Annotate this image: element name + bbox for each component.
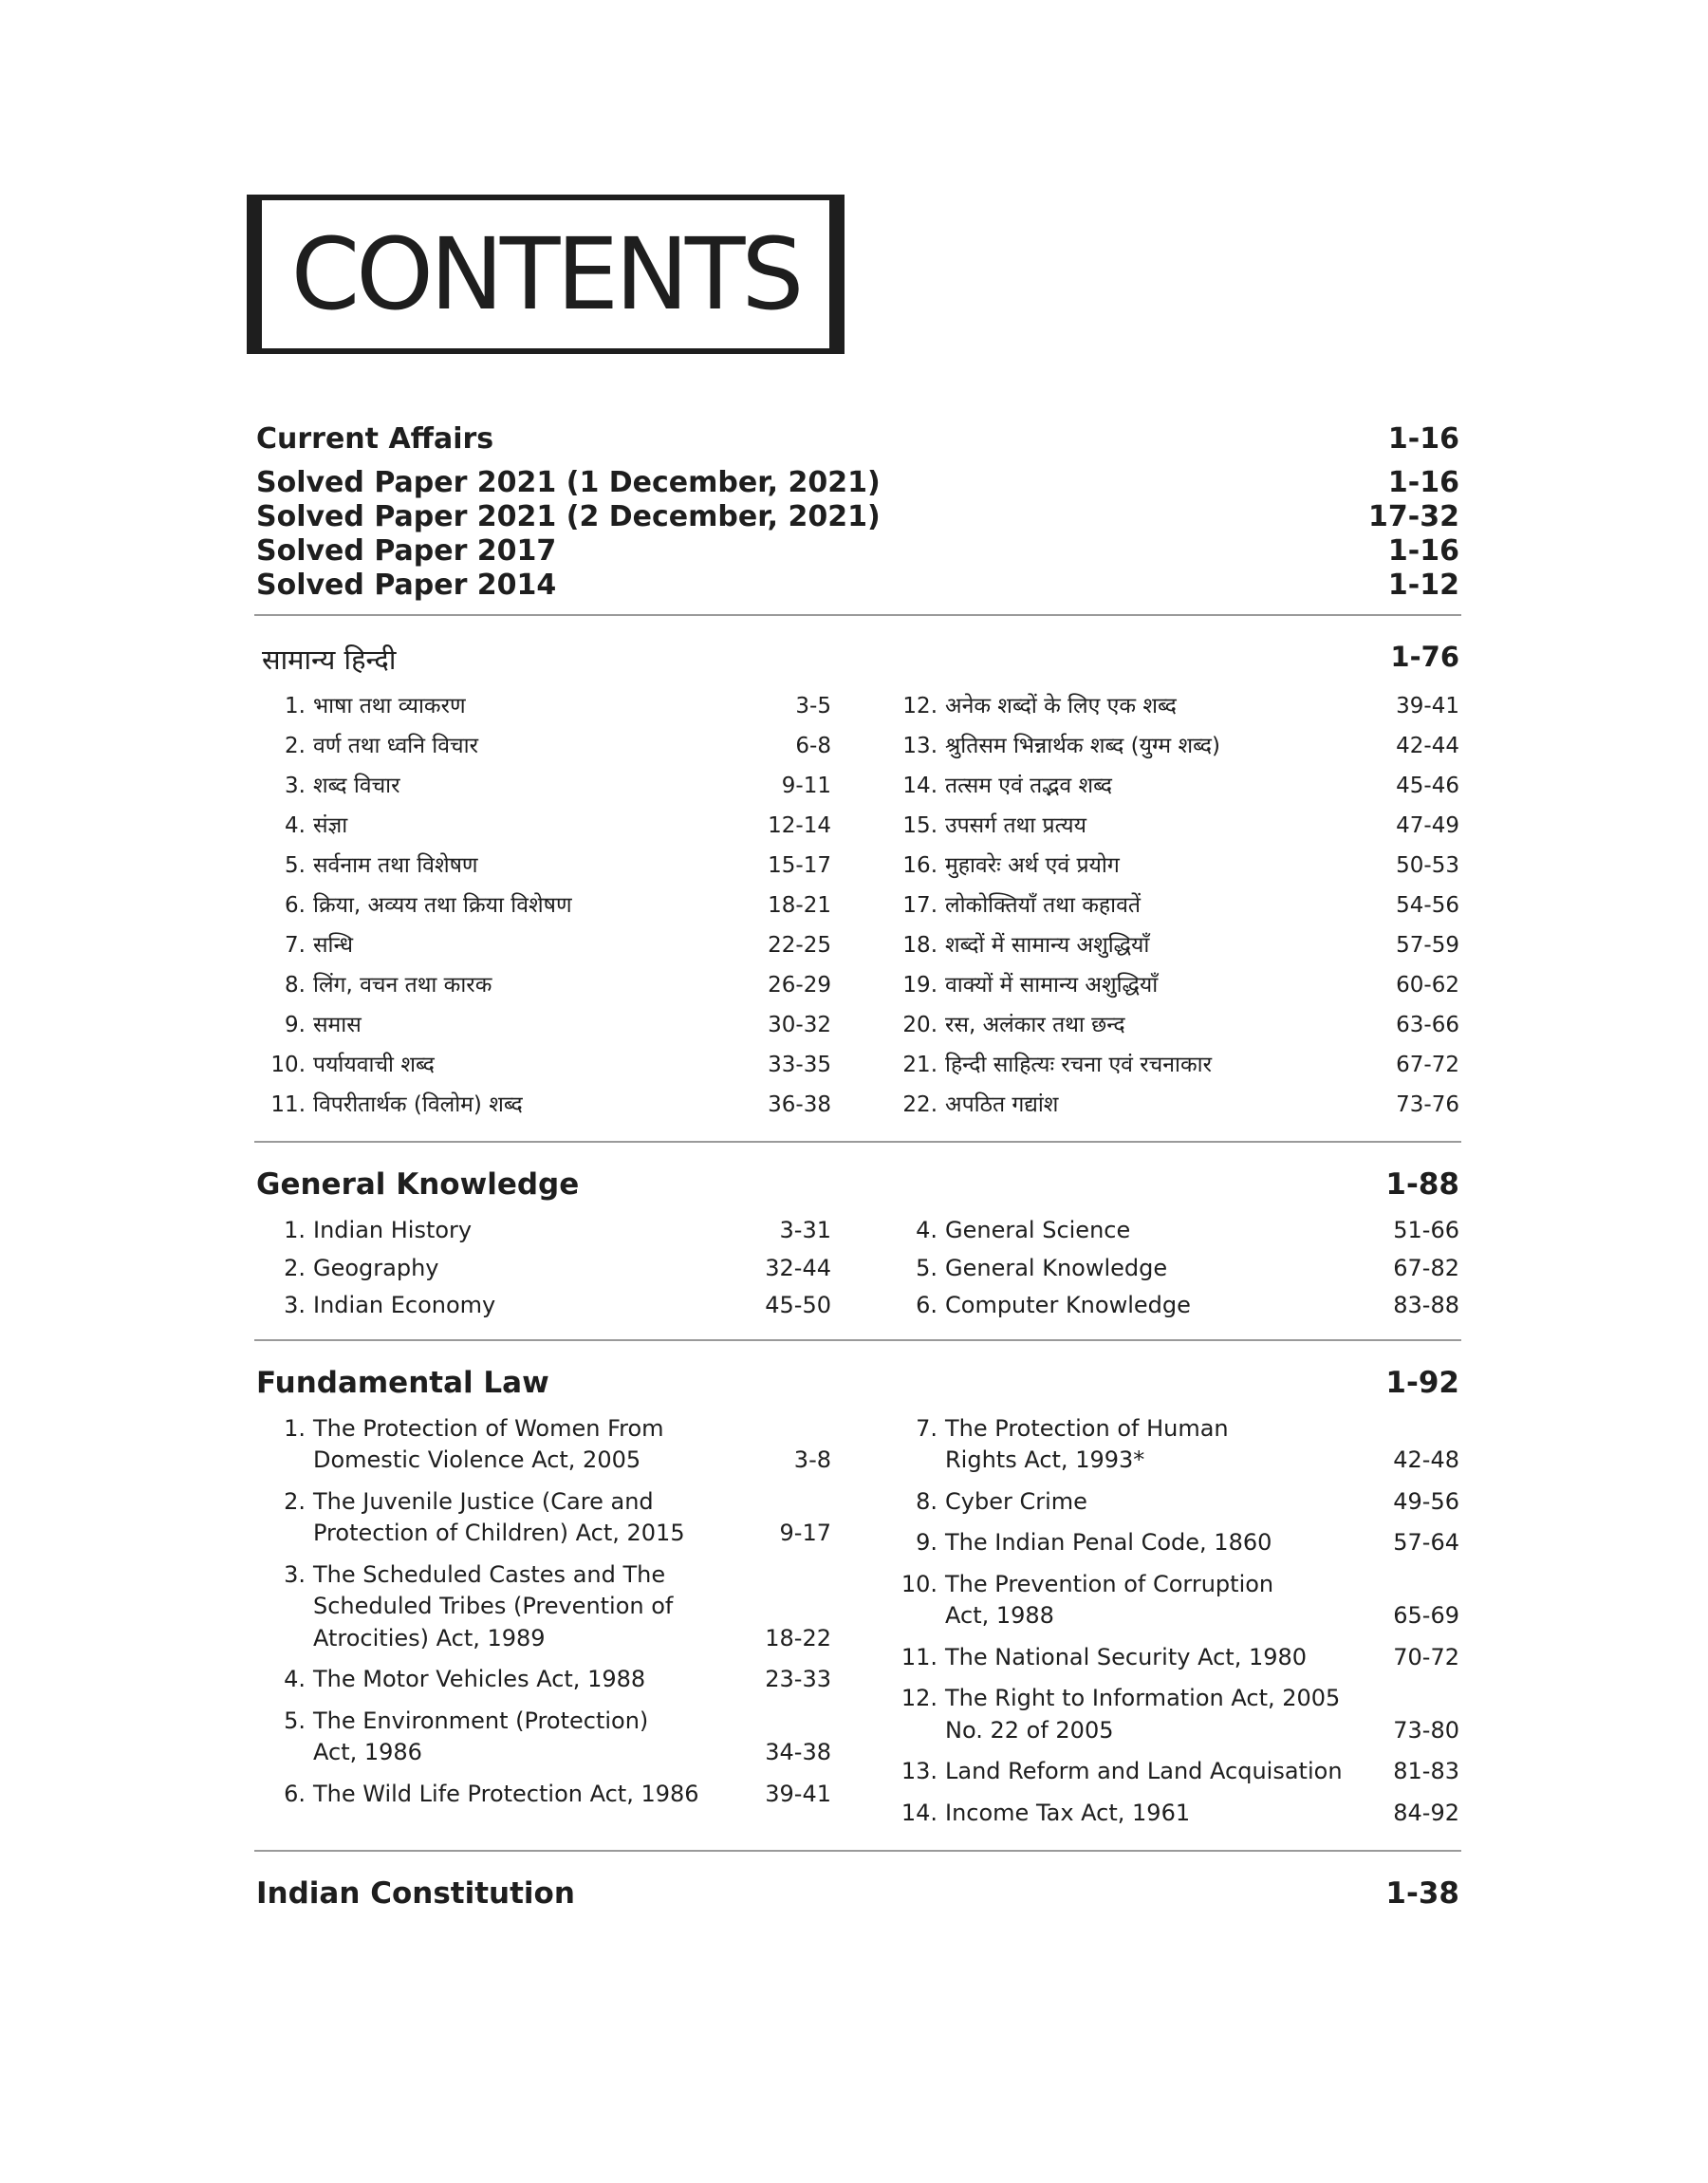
chapter-number: 15. — [902, 813, 938, 838]
chapter-pages: 3-5 — [795, 694, 831, 718]
chapter-pages: 34-38 — [765, 1739, 831, 1765]
chapter-title — [945, 1486, 1374, 1519]
chapter-title — [313, 930, 746, 961]
section-heading-hindi[interactable] — [256, 641, 1459, 678]
chapter-pages: 42-48 — [1393, 1446, 1459, 1473]
chapter-entry[interactable] — [888, 930, 1459, 961]
chapter-title-line: The Protection of Women From — [313, 1414, 664, 1442]
chapter-title-line: Protection of Children) Act, 2015 — [313, 1520, 685, 1546]
chapter-title — [945, 1290, 1374, 1322]
chapter-title-line: पर्यायवाची शब्द — [313, 1053, 435, 1077]
chapter-title — [945, 1090, 1374, 1121]
chapter-pages: 73-80 — [1393, 1716, 1459, 1744]
chapter-entry[interactable] — [888, 890, 1459, 922]
toc-entry[interactable] — [256, 534, 1459, 569]
chapter-pages: 39-41 — [1396, 694, 1459, 718]
chapter-number: 2. — [284, 1487, 306, 1515]
chapter-title-line: Indian Economy — [313, 1292, 496, 1318]
chapter-title-line: Cyber Crime — [945, 1487, 1087, 1515]
chapter-title-line: Indian History — [313, 1217, 473, 1243]
chapter-pages: 39-41 — [765, 1780, 831, 1807]
chapter-title-line: The National Security Act, 1980 — [945, 1643, 1308, 1670]
section-pages: 1-92 — [1385, 1365, 1459, 1400]
chapter-title — [945, 1010, 1374, 1041]
entry-label: Solved Paper 2021 (2 December, 2021) — [256, 500, 881, 533]
chapter-number: 1. — [285, 694, 306, 718]
chapter-entry[interactable] — [888, 1010, 1459, 1041]
chapter-pages: 54-56 — [1396, 893, 1459, 918]
entry-label: Solved Paper 2021 (1 December, 2021) — [256, 466, 881, 499]
chapter-title — [945, 811, 1374, 842]
chapter-title-line: The Motor Vehicles Act, 1988 — [313, 1666, 646, 1692]
chapter-number: 17. — [902, 893, 938, 918]
chapter-title-line: Act, 1988 — [945, 1602, 1054, 1629]
chapter-number: 10. — [270, 1053, 306, 1077]
chapter-title-line: तत्सम एवं तद्भव शब्द — [945, 774, 1112, 798]
chapter-entry[interactable] — [888, 1642, 1459, 1674]
chapter-entry[interactable] — [256, 1413, 831, 1477]
chapter-number: 22. — [902, 1092, 938, 1117]
chapter-number: 4. — [284, 1666, 306, 1692]
chapter-pages: 3-8 — [793, 1446, 831, 1473]
chapter-title — [313, 1050, 746, 1081]
chapter-title-line: Computer Knowledge — [945, 1292, 1191, 1318]
chapter-number: 9. — [285, 1013, 306, 1037]
chapter-title-line: मुहावरेः अर्थ एवं प्रयोग — [945, 853, 1120, 878]
chapter-number: 3. — [284, 1292, 306, 1318]
chapter-number: 4. — [285, 813, 306, 838]
chapter-title-line: रस, अलंकार तथा छन्द — [945, 1013, 1125, 1037]
section-pages: 1-38 — [1385, 1876, 1459, 1911]
section-heading-gk[interactable] — [256, 1167, 1459, 1202]
chapter-entry[interactable] — [256, 1253, 831, 1285]
chapter-title — [313, 890, 746, 922]
chapter-title — [945, 691, 1374, 722]
chapter-number: 9. — [916, 1529, 938, 1556]
chapter-entry[interactable] — [888, 731, 1459, 762]
chapter-entry[interactable] — [256, 1779, 831, 1811]
chapter-entry[interactable] — [888, 1215, 1459, 1247]
chapter-entry[interactable] — [888, 1413, 1459, 1477]
top-entries — [256, 422, 1459, 603]
chapter-title — [313, 1664, 746, 1696]
chapter-entry[interactable] — [256, 930, 831, 961]
chapter-entry[interactable] — [888, 811, 1459, 842]
chapter-number: 8. — [916, 1487, 938, 1515]
chapter-entry[interactable] — [888, 1527, 1459, 1559]
chapter-entry[interactable] — [888, 1486, 1459, 1519]
chapter-title-line: Domestic Violence Act, 2005 — [313, 1446, 641, 1473]
right-column — [888, 691, 1459, 1129]
chapter-title-line: Income Tax Act, 1961 — [945, 1799, 1191, 1826]
chapter-number: 7. — [285, 933, 306, 958]
chapter-title-line: शब्दों में सामान्य अशुद्धियाँ — [945, 933, 1150, 958]
chapter-number: 20. — [902, 1013, 938, 1037]
section-divider — [254, 1850, 1461, 1852]
chapter-number: 1. — [284, 1414, 306, 1442]
chapter-pages: 22-25 — [768, 933, 831, 958]
section-title: Fundamental Law — [256, 1365, 549, 1400]
chapter-entry[interactable] — [888, 1050, 1459, 1081]
entry-pages: 17-32 — [1368, 500, 1459, 533]
chapter-number: 18. — [902, 933, 938, 958]
entry-label: Solved Paper 2017 — [256, 534, 557, 568]
left-column — [256, 691, 831, 1129]
chapter-number: 12. — [902, 694, 938, 718]
chapter-pages: 23-33 — [765, 1666, 831, 1692]
chapter-title — [313, 1253, 746, 1285]
chapter-number: 7. — [916, 1414, 938, 1442]
chapter-pages: 60-62 — [1396, 973, 1459, 998]
chapter-entry[interactable] — [256, 1664, 831, 1696]
chapter-title-line: The Prevention of Corruption — [945, 1570, 1274, 1597]
toc-entry[interactable] — [256, 422, 1459, 457]
chapter-entry[interactable] — [256, 691, 831, 722]
chapter-title — [313, 1090, 746, 1121]
chapter-title — [945, 1215, 1374, 1247]
chapter-title — [313, 731, 746, 762]
chapter-title — [945, 970, 1374, 1001]
chapter-title-line: अनेक शब्दों के लिए एक शब्द — [945, 694, 1177, 718]
chapter-number: 14. — [902, 774, 938, 798]
chapter-entry[interactable] — [256, 1706, 831, 1769]
chapter-number: 13. — [900, 1758, 938, 1784]
entry-label: Current Affairs — [256, 422, 494, 456]
chapter-title-line: वाक्यों में सामान्य अशुद्धियाँ — [945, 973, 1159, 998]
chapter-title-line: शब्द विचार — [313, 774, 400, 798]
left-column — [256, 1215, 831, 1328]
chapter-number: 8. — [285, 973, 306, 998]
chapter-entry[interactable] — [888, 1798, 1459, 1830]
contents-title: CONTENTS — [290, 216, 801, 332]
chapter-number: 12. — [900, 1685, 938, 1711]
chapter-title — [945, 1683, 1374, 1746]
chapter-title-line: समास — [313, 1013, 362, 1037]
chapter-title — [945, 890, 1374, 922]
chapter-pages: 67-72 — [1396, 1053, 1459, 1077]
chapter-number: 2. — [284, 1254, 306, 1281]
chapter-entry[interactable] — [256, 850, 831, 882]
chapter-number: 21. — [902, 1053, 938, 1077]
chapter-pages: 70-72 — [1393, 1643, 1459, 1670]
chapter-number: 16. — [902, 853, 938, 878]
chapter-title-line: General Knowledge — [945, 1254, 1168, 1281]
chapter-title — [313, 771, 746, 802]
chapter-title-line: General Science — [945, 1217, 1131, 1243]
gk-chapters — [256, 1215, 1459, 1328]
chapter-pages: 9-17 — [779, 1520, 831, 1546]
chapter-title-line: The Scheduled Castes and The — [313, 1560, 666, 1588]
chapter-title-line: The Indian Penal Code, 1860 — [945, 1529, 1272, 1556]
chapter-title — [313, 1779, 746, 1811]
entry-label: Solved Paper 2014 — [256, 569, 557, 602]
section-title: Indian Constitution — [256, 1876, 575, 1911]
chapter-title-line: Geography — [313, 1254, 439, 1281]
chapter-title — [313, 1486, 746, 1550]
right-column — [888, 1413, 1459, 1839]
chapter-title-line: The Right to Information Act, 2005 — [945, 1685, 1341, 1711]
chapter-title-line: The Environment (Protection) — [313, 1707, 649, 1734]
chapter-number: 10. — [900, 1570, 938, 1597]
chapter-entry[interactable] — [888, 1090, 1459, 1121]
chapter-title — [945, 1569, 1374, 1633]
chapter-entry[interactable] — [256, 1050, 831, 1081]
chapter-title — [313, 1706, 746, 1769]
chapter-pages: 6-8 — [795, 734, 831, 758]
chapter-pages: 57-59 — [1396, 933, 1459, 958]
chapter-number: 14. — [900, 1799, 938, 1826]
chapter-entry[interactable] — [256, 771, 831, 802]
chapter-title-line: The Juvenile Justice (Care and — [313, 1487, 654, 1515]
chapter-title-line: लोकोक्तियाँ तथा कहावतें — [945, 893, 1141, 918]
right-column — [888, 1215, 1459, 1328]
chapter-title-line: लिंग, वचन तथा कारक — [313, 973, 492, 998]
chapter-pages: 42-44 — [1396, 734, 1459, 758]
entry-pages: 1-16 — [1387, 534, 1459, 568]
section-title: General Knowledge — [256, 1167, 580, 1202]
section-title: सामान्य हिन्दी — [262, 644, 397, 676]
chapter-title — [945, 1413, 1374, 1477]
chapter-title — [945, 1050, 1374, 1081]
chapter-title-line: Act, 1986 — [313, 1739, 422, 1765]
chapter-number: 6. — [285, 893, 306, 918]
chapter-title — [945, 1756, 1374, 1788]
chapter-pages: 18-21 — [768, 893, 831, 918]
chapter-entry[interactable] — [256, 1215, 831, 1247]
chapter-pages: 65-69 — [1393, 1602, 1459, 1629]
chapter-entry[interactable] — [256, 811, 831, 842]
chapter-title-line: उपसर्ग तथा प्रत्यय — [945, 813, 1086, 838]
chapter-title — [313, 1215, 746, 1247]
chapter-title-line: भाषा तथा व्याकरण — [313, 694, 466, 718]
chapter-entry[interactable] — [888, 771, 1459, 802]
chapter-title-line: Rights Act, 1993* — [945, 1446, 1145, 1473]
chapter-pages: 12-14 — [768, 813, 831, 838]
chapter-number: 13. — [902, 734, 938, 758]
chapter-number: 3. — [285, 774, 306, 798]
chapter-pages: 18-22 — [765, 1624, 831, 1651]
chapter-entry[interactable] — [888, 1756, 1459, 1788]
chapter-title — [945, 1642, 1374, 1674]
chapter-title — [313, 1290, 746, 1322]
chapter-pages: 67-82 — [1393, 1254, 1459, 1281]
chapter-number: 6. — [916, 1292, 938, 1318]
chapter-title — [945, 731, 1374, 762]
chapter-title — [945, 1798, 1374, 1830]
chapter-title — [313, 691, 746, 722]
chapter-entry[interactable] — [256, 890, 831, 922]
chapter-title-line: हिन्दी साहित्यः रचना एवं रचनाकार — [945, 1053, 1213, 1077]
entry-pages: 1-12 — [1387, 569, 1459, 602]
left-column — [256, 1413, 831, 1839]
chapter-title — [313, 1559, 746, 1655]
chapter-title — [945, 850, 1374, 882]
chapter-pages: 9-11 — [781, 774, 831, 798]
entry-pages: 1-16 — [1387, 422, 1459, 456]
section-heading-law[interactable] — [256, 1366, 1459, 1400]
chapter-entry[interactable] — [256, 1559, 831, 1655]
chapter-number: 2. — [285, 734, 306, 758]
chapter-entry[interactable] — [888, 1253, 1459, 1285]
chapter-entry[interactable] — [888, 691, 1459, 722]
toc-entry[interactable] — [256, 466, 1459, 500]
chapter-title-line: वर्ण तथा ध्वनि विचार — [313, 734, 478, 758]
section-divider — [254, 614, 1461, 616]
chapter-pages: 63-66 — [1396, 1013, 1459, 1037]
chapter-entry[interactable] — [256, 1010, 831, 1041]
chapter-title-line: Scheduled Tribes (Prevention of — [313, 1593, 674, 1619]
hindi-chapters — [256, 691, 1459, 1129]
chapter-pages: 45-50 — [765, 1292, 831, 1318]
chapter-number: 19. — [902, 973, 938, 998]
chapter-pages: 84-92 — [1393, 1799, 1459, 1826]
toc-content — [256, 422, 1459, 1924]
chapter-title-line: क्रिया, अव्यय तथा क्रिया विशेषण — [313, 893, 572, 918]
chapter-title-line: Land Reform and Land Acquisation — [945, 1758, 1343, 1784]
chapter-number: 11. — [900, 1643, 938, 1670]
chapter-number: 5. — [284, 1707, 306, 1734]
chapter-pages: 15-17 — [768, 853, 831, 878]
chapter-pages: 32-44 — [765, 1254, 831, 1281]
chapter-title — [313, 850, 746, 882]
chapter-title — [945, 930, 1374, 961]
law-chapters — [256, 1413, 1459, 1839]
chapter-title — [945, 771, 1374, 802]
chapter-number: 6. — [284, 1780, 306, 1807]
chapter-number: 5. — [916, 1254, 938, 1281]
chapter-entry[interactable] — [888, 1290, 1459, 1322]
contents-title-box — [247, 195, 845, 354]
chapter-entry[interactable] — [256, 1090, 831, 1121]
chapter-title — [313, 1413, 746, 1477]
chapter-entry[interactable] — [256, 1290, 831, 1322]
chapter-pages: 26-29 — [768, 973, 831, 998]
chapter-pages: 47-49 — [1396, 813, 1459, 838]
section-pages: 1-88 — [1385, 1167, 1459, 1202]
chapter-number: 3. — [284, 1560, 306, 1588]
chapter-number: 4. — [916, 1217, 938, 1243]
chapter-title — [945, 1253, 1374, 1285]
toc-entry[interactable] — [256, 569, 1459, 603]
chapter-pages: 49-56 — [1393, 1487, 1459, 1515]
chapter-title-line: श्रुतिसम भिन्नार्थक शब्द (युग्म शब्द) — [945, 734, 1220, 758]
section-divider — [254, 1141, 1461, 1143]
chapter-title-line: अपठित गद्यांश — [945, 1092, 1059, 1117]
chapter-entry[interactable] — [888, 1569, 1459, 1633]
chapter-pages: 83-88 — [1393, 1292, 1459, 1318]
chapter-title-line: Atrocities) Act, 1989 — [313, 1624, 546, 1651]
chapter-entry[interactable] — [256, 731, 831, 762]
chapter-entry[interactable] — [888, 970, 1459, 1001]
section-divider — [254, 1339, 1461, 1341]
chapter-title-line: विपरीतार्थक (विलोम) शब्द — [313, 1092, 523, 1117]
chapter-pages: 73-76 — [1396, 1092, 1459, 1117]
chapter-pages: 57-64 — [1393, 1529, 1459, 1556]
chapter-title-line: No. 22 of 2005 — [945, 1716, 1114, 1744]
chapter-entry[interactable] — [256, 970, 831, 1001]
chapter-number: 1. — [284, 1217, 306, 1243]
chapter-title — [313, 1010, 746, 1041]
chapter-entry[interactable] — [888, 850, 1459, 882]
chapter-pages: 50-53 — [1396, 853, 1459, 878]
chapter-pages: 36-38 — [768, 1092, 831, 1117]
chapter-entry[interactable] — [256, 1486, 831, 1550]
chapter-pages: 45-46 — [1396, 774, 1459, 798]
chapter-pages: 81-83 — [1393, 1758, 1459, 1784]
chapter-title-line: The Protection of Human — [945, 1414, 1229, 1442]
chapter-pages: 30-32 — [768, 1013, 831, 1037]
section-pages: 1-76 — [1390, 641, 1459, 673]
chapter-title — [313, 970, 746, 1001]
chapter-pages: 33-35 — [768, 1053, 831, 1077]
entry-pages: 1-16 — [1387, 466, 1459, 499]
chapter-title — [945, 1527, 1374, 1559]
chapter-title-line: सन्धि — [313, 933, 354, 958]
chapter-title-line: The Wild Life Protection Act, 1986 — [313, 1780, 699, 1807]
chapter-title-line: सर्वनाम तथा विशेषण — [313, 853, 478, 878]
chapter-number: 11. — [270, 1092, 306, 1117]
chapter-title — [313, 811, 746, 842]
chapter-number: 5. — [285, 853, 306, 878]
chapter-pages: 51-66 — [1393, 1217, 1459, 1243]
chapter-entry[interactable] — [888, 1683, 1459, 1746]
toc-entry[interactable] — [256, 500, 1459, 534]
chapter-pages: 3-31 — [779, 1217, 831, 1243]
section-heading-constitution[interactable] — [256, 1876, 1459, 1911]
chapter-title-line: संज्ञा — [313, 813, 348, 838]
